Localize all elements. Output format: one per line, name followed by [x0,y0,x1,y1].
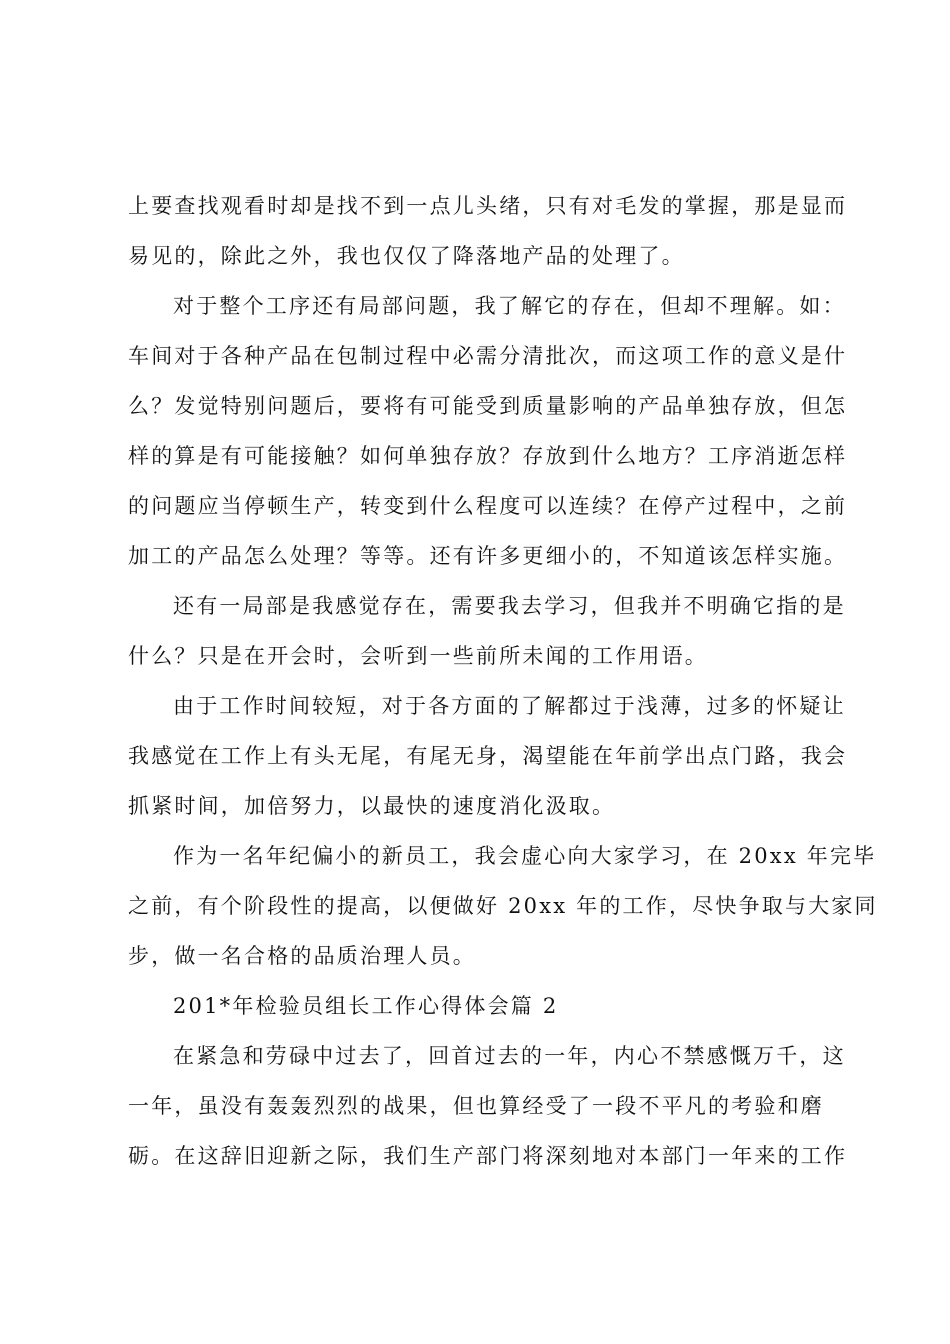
paragraph-line: 之前，有个阶段性的提高，以便做好 20xx 年的工作，尽快争取与大家同 [128,894,878,918]
paragraph-line: 一年，虽没有轰轰烈烈的战果，但也算经受了一段不平凡的考验和磨 [128,1094,824,1118]
paragraph-line: 易见的，除此之外，我也仅仅了降落地产品的处理了。 [128,244,685,268]
paragraph-line: 么？发觉特别问题后，要将有可能受到质量影响的产品单独存放，但怎 [128,394,848,418]
paragraph-line: 样的算是有可能接触？如何单独存放？存放到什么地方？工序消逝怎样 [128,444,848,468]
paragraph-line: 车间对于各种产品在包制过程中必需分清批次，而这项工作的意义是什 [128,344,848,368]
paragraph-line: 还有一局部是我感觉存在，需要我去学习，但我并不明确它指的是 [173,594,846,618]
section-heading: 201*年检验员组长工作心得体会篇 2 [173,994,559,1018]
paragraph-line: 上要查找观看时却是找不到一点儿头绪，只有对毛发的掌握，那是显而 [128,194,848,218]
paragraph-line: 什么？只是在开会时，会听到一些前所未闻的工作用语。 [128,644,708,668]
paragraph-line: 抓紧时间，加倍努力，以最快的速度消化汲取。 [128,794,616,818]
paragraph-line: 在紧急和劳碌中过去了，回首过去的一年，内心不禁感慨万千，这 [173,1044,846,1068]
paragraph-line: 我感觉在工作上有头无尾，有尾无身，渴望能在年前学出点门路，我会 [128,744,848,768]
paragraph-line: 加工的产品怎么处理？等等。还有许多更细小的，不知道该怎样实施。 [128,544,848,568]
paragraph-line: 的问题应当停顿生产，转变到什么程度可以连续？在停产过程中，之前 [128,494,848,518]
paragraph-line: 砺。在这辞旧迎新之际，我们生产部门将深刻地对本部门一年来的工作 [128,1144,848,1168]
paragraph-line: 作为一名年纪偏小的新员工，我会虚心向大家学习，在 20xx 年完毕 [173,844,877,868]
paragraph-line: 由于工作时间较短，对于各方面的了解都过于浅薄，过多的怀疑让 [173,694,846,718]
paragraph-line: 步，做一名合格的品质治理人员。 [128,944,476,968]
paragraph-line: 对于整个工序还有局部问题，我了解它的存在，但却不理解。如： [173,294,846,318]
